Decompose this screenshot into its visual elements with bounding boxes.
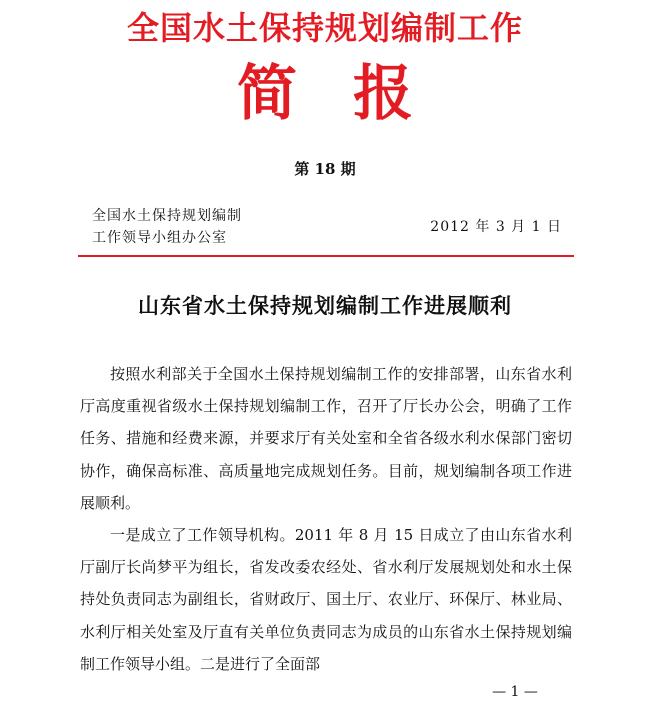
issue-date: 2012 年 3 月 1 日 — [430, 219, 562, 235]
issuer-line-1: 全国水土保持规划编制 — [92, 208, 242, 224]
masthead-title: 全国水土保持规划编制工作 — [126, 9, 523, 47]
article-body — [80, 358, 572, 680]
masthead-char-bao: 报 — [353, 59, 413, 129]
masthead-bulletin — [0, 58, 650, 130]
page-number: — 1 — — [492, 684, 538, 700]
masthead-char-jian: 简 — [237, 59, 297, 129]
issuer-line-2: 工作领导小组办公室 — [92, 230, 227, 246]
paragraph: 一是成立了工作领导机构。2011 年 8 月 15 日成立了由山东省水利厅副厅长尚梦平为组长，省发改委农经处、省水利厅发展规划处和水土保持处负责同志为副组长，省财政厅、国土厅、农业厅、环保厅、林业局、水利厅相关处室及厅直有关单位负责同志为成员的山东省水土保持规划编制工作领导小组。二是进行了全面部 — [80, 526, 572, 673]
issue-number: 第 18 期 — [294, 160, 356, 178]
issuer-block — [92, 205, 242, 249]
red-divider-rule — [78, 255, 574, 257]
article-title: 山东省水土保持规划编制工作进展顺利 — [138, 293, 512, 318]
paragraph: 按照水利部关于全国水土保持规划编制工作的安排部署，山东省水利厅高度重视省级水土保持规划编制工作，召开了厅长办公会，明确了工作任务、措施和经费来源，并要求厅有关处室和全省各级水利水保部门密切协作，确保高标准、高质量地完成规划任务。目前，规划编制各项工作进展顺利。 — [80, 365, 572, 512]
